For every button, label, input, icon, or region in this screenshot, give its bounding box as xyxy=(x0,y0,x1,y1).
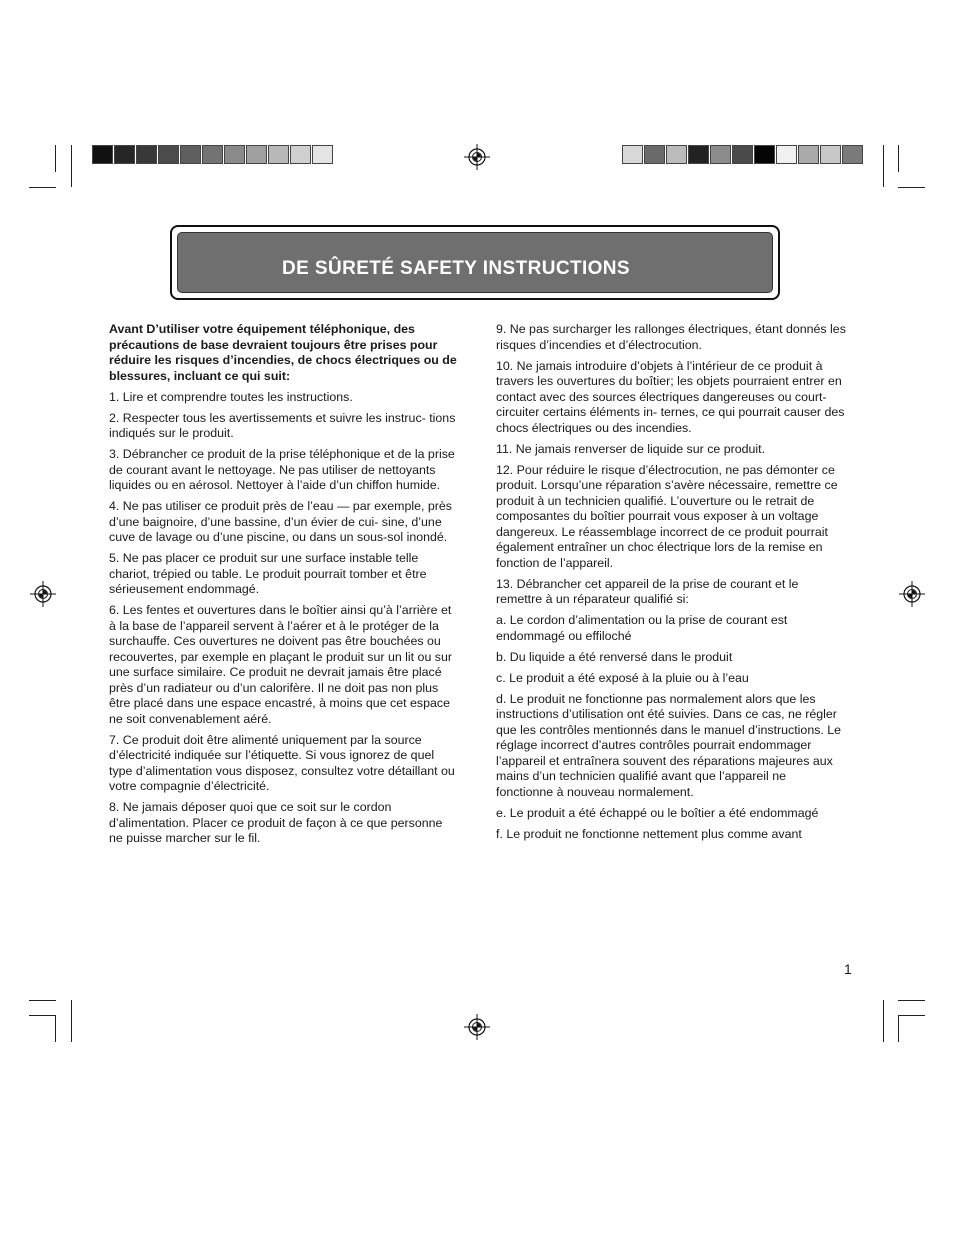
title-banner-fill xyxy=(177,232,773,293)
intro-paragraph: Avant D’utiliser votre équipement téléphonique, des précautions de base devraient toujours être prises pour réduire les risques d’incendies, de chocs électriques ou de blessures, incluant ce qui suit: xyxy=(109,322,457,383)
crop-mark xyxy=(29,1000,56,1001)
crop-mark xyxy=(71,145,72,187)
crop-mark xyxy=(898,187,925,188)
instruction-item: a. Le cordon d’alimentation ou la prise de courant est endommagé ou effiloché xyxy=(496,613,788,643)
instruction-item: 6. Les fentes et ouvertures dans le boîtier ainsi qu’à l’arrière et à la base de l’appareil servent à l’aérer et à le protéger de la surchauffe. Ces ouvertures ne doivent pas être bouchées ou recouvertes, par exemple en plaçant le produit sur un lit ou sur une surface similaire. Ce produit ne devrait jamais être placé près d’un radiateur ou d’un calorifère. Il ne doit pas non plus être placé dans une espace encastré, à moins que cet espace ne soit convenablement aéré. xyxy=(109,603,452,726)
crop-mark xyxy=(898,1015,925,1016)
registration-mark-icon xyxy=(897,579,927,609)
instruction-item: 11. Ne jamais renverser de liquide sur ce produit. xyxy=(496,441,766,456)
instruction-item: b. Du liquide a été renversé dans le produit xyxy=(496,649,733,664)
color-swatch xyxy=(224,145,245,164)
color-swatch xyxy=(202,145,223,164)
page-number: 1 xyxy=(844,961,852,977)
instruction-item: 4. Ne pas utiliser ce produit près de l’eau — par exemple, près d’une baignoire, d’une bassine, d’un évier de cui- sine, d’une cuve de lavage ou d’une piscine, ou dans un sous-sol inondé. xyxy=(109,499,452,544)
color-swatch xyxy=(688,145,709,164)
color-swatch xyxy=(268,145,289,164)
color-swatch xyxy=(622,145,643,164)
instruction-item: 1. Lire et comprendre toutes les instructions. xyxy=(109,389,353,404)
registration-mark-icon xyxy=(462,142,492,172)
instruction-item: f. Le produit ne fonctionne nettement plus comme avant xyxy=(496,826,802,841)
instruction-item: 5. Ne pas placer ce produit sur une surface instable telle chariot, trépied ou table. Le produit pourrait tomber et être sérieusement endommagé. xyxy=(109,551,427,596)
color-swatch xyxy=(136,145,157,164)
instruction-item: 9. Ne pas surcharger les rallonges électriques, étant donnés les risques d’incendies et d’électrocution. xyxy=(496,322,846,352)
registration-mark-icon xyxy=(462,1012,492,1042)
color-swatch xyxy=(644,145,665,164)
color-swatch xyxy=(710,145,731,164)
instruction-item: 8. Ne jamais déposer quoi que ce soit sur le cordon d’alimentation. Placer ce produit de façon à ce que personne ne puisse marcher sur le fil. xyxy=(109,800,443,845)
color-swatch xyxy=(290,145,311,164)
crop-mark xyxy=(55,1015,56,1042)
instruction-item: 3. Débrancher ce produit de la prise téléphonique et de la prise de courant avant le nettoyage. Ne pas utiliser de nettoyants liquides ou en aérosol. Nettoyer à l’aide d’un chiffon humide. xyxy=(109,447,455,492)
title-banner xyxy=(170,225,780,300)
crop-mark xyxy=(883,1000,884,1042)
crop-mark xyxy=(883,145,884,187)
crop-mark xyxy=(29,187,56,188)
color-swatch-bar-left xyxy=(92,145,334,164)
color-swatch xyxy=(776,145,797,164)
color-swatch xyxy=(666,145,687,164)
instruction-item: d. Le produit ne fonctionne pas normalement alors que les instructions d’utilisation ont été suivies. Dans ce cas, ne régler que les contrôles mentionnés dans le manuel d’instructions. Le réglage incorrect d’autres contrôles pourrait endommager l’appareil et entraînera souvent des réparations majeures aux mains d’un technicien qualifié avant que l’appareil ne fonctionne à nouveau normalement. xyxy=(496,691,842,799)
left-column xyxy=(109,322,459,852)
instruction-item: 12. Pour réduire le risque d’électrocution, ne pas démonter ce produit. Lorsqu’une réparation s’avère nécessaire, remettre ce produit à un technicien qualifié. L’ouverture ou le retrait de composantes du boîtier pourrait vous exposer à un voltage dangereux. Le réassemblage incorrect de ce produit pourrait également entraîner un choc électrique lors de la remise en fonction de l’appareil. xyxy=(496,462,838,570)
color-swatch xyxy=(732,145,753,164)
crop-mark xyxy=(55,145,56,172)
crop-mark xyxy=(898,145,899,172)
color-swatch xyxy=(754,145,775,164)
instruction-item: 2. Respecter tous les avertissements et suivre les instruc- tions indiqués sur le produit. xyxy=(109,410,456,440)
crop-mark xyxy=(29,1015,56,1016)
color-swatch xyxy=(842,145,863,164)
instruction-item: 13. Débrancher cet appareil de la prise de courant et le remettre à un réparateur qualifié si: xyxy=(496,576,799,606)
crop-mark xyxy=(898,1000,925,1001)
registration-mark-icon xyxy=(28,579,58,609)
color-swatch xyxy=(114,145,135,164)
color-swatch xyxy=(798,145,819,164)
color-swatch xyxy=(158,145,179,164)
color-swatch-bar-right xyxy=(622,145,864,164)
color-swatch xyxy=(820,145,841,164)
instruction-item: e. Le produit a été échappé ou le boîtier a été endommagé xyxy=(496,805,819,820)
page-title: DE SÛRETÉ SAFETY INSTRUCTIONS xyxy=(282,258,631,279)
color-swatch xyxy=(246,145,267,164)
color-swatch xyxy=(312,145,333,164)
instruction-item: c. Le produit a été exposé à la pluie ou à l’eau xyxy=(496,670,749,685)
color-swatch xyxy=(180,145,201,164)
crop-mark xyxy=(898,1015,899,1042)
crop-mark xyxy=(71,1000,72,1042)
instruction-item: 7. Ce produit doit être alimenté uniquement par la source d’électricité indiquée sur l’étiquette. Si vous ignorez de quel type d’alimentation vous disposez, consultez votre détaillant ou votre compagnie d’électricité. xyxy=(109,732,455,793)
instruction-item: 10. Ne jamais introduire d’objets à l’intérieur de ce produit à travers les ouvertures du boîtier; les objets pourraient entrer en contact avec des sources électriques dangereuses ou court-circuiter certains éléments in- ternes, ce qui pourrait causer des chocs électriques ou des incendies. xyxy=(496,358,845,435)
right-column xyxy=(496,322,846,848)
color-swatch xyxy=(92,145,113,164)
